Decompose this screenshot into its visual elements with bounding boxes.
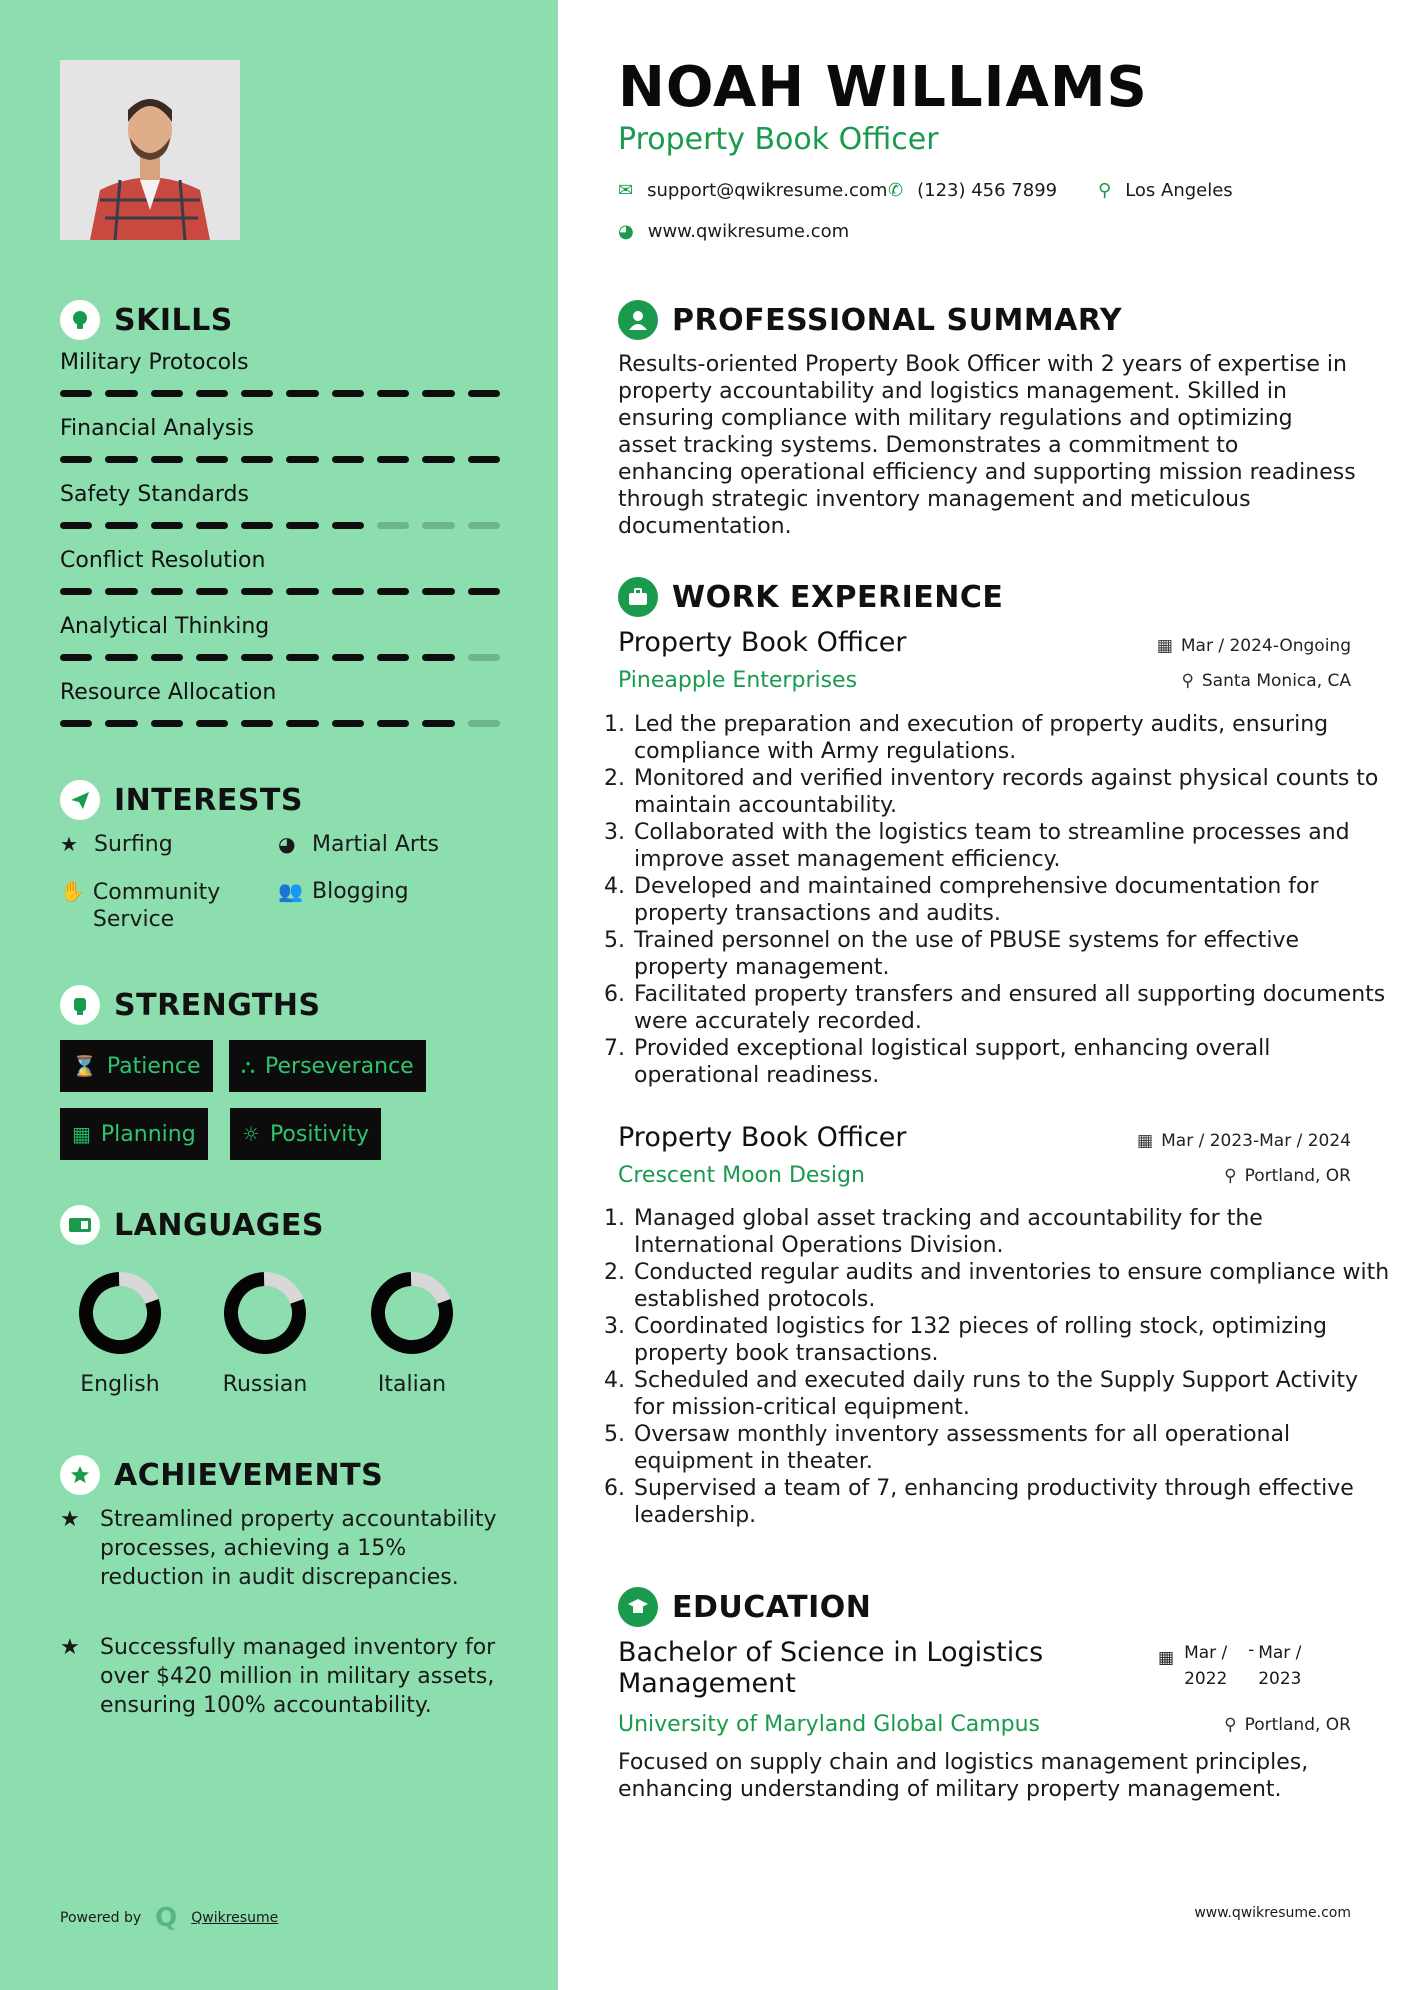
graduation-icon (618, 1587, 658, 1627)
strength-label: Patience (106, 1053, 201, 1079)
job-bullet: 2. Conducted regular audits and inventories to ensure compliance with established protocols. (632, 1259, 1392, 1313)
interest-item (60, 879, 260, 933)
skill-level-segment (105, 456, 137, 463)
interest-item (278, 832, 439, 857)
achievement-item (60, 1633, 500, 1720)
date-separator: - (1248, 1640, 1255, 1660)
skill-level-segment (241, 456, 273, 463)
skill-level-segment (332, 720, 364, 727)
skill-level-segment (241, 390, 273, 397)
interest-label: Martial Arts (312, 832, 440, 857)
job-bullet: 6. Supervised a team of 7, enhancing productivity through effective leadership. (632, 1475, 1392, 1529)
languages-header (60, 1205, 324, 1245)
hourglass-icon: ⌛ (72, 1054, 97, 1078)
job-location (1181, 671, 1351, 691)
language-ring (367, 1268, 457, 1358)
achievements-title: ACHIEVEMENTS (114, 1457, 384, 1493)
job-bullet: 3. Coordinated logistics for 132 pieces of rolling stock, optimizing property book transactions. (632, 1313, 1392, 1367)
skill-level-segment (286, 390, 318, 397)
skill-level-segment (151, 522, 183, 529)
summary-header (618, 300, 1122, 340)
candidate-title: Property Book Officer (618, 122, 939, 157)
strength-label: Positivity (269, 1121, 369, 1147)
candidate-name: NOAH WILLIAMS (618, 55, 1148, 120)
skill-level-segment (468, 588, 500, 595)
skill-item (60, 548, 500, 595)
skill-level-segment (196, 654, 228, 661)
skill-level-meter (60, 456, 500, 463)
skills-header (60, 300, 233, 340)
website-contact[interactable] (618, 221, 849, 242)
briefcase-icon (618, 577, 658, 617)
skill-level-segment (105, 588, 137, 595)
job-bullet: 4. Scheduled and executed daily runs to the Supply Support Activity for mission-critical equipment. (632, 1367, 1392, 1421)
achievement-item (60, 1505, 500, 1592)
skill-level-segment (105, 390, 137, 397)
skill-level-segment (60, 654, 92, 661)
strength-label: Planning (100, 1121, 196, 1147)
job-dates (1137, 1131, 1351, 1151)
language-name: Italian (377, 1372, 447, 1397)
job-bullet: 3. Collaborated with the logistics team to streamline processes and improve asset management efficiency. (632, 819, 1392, 873)
skill-level-segment (286, 522, 318, 529)
calendar-icon: ▦ (1137, 1131, 1154, 1151)
interests-header (60, 780, 303, 820)
skill-level-segment (286, 588, 318, 595)
skill-level-segment (196, 456, 228, 463)
website-text: www.qwikresume.com (647, 221, 850, 242)
lightbulb-icon (60, 300, 100, 340)
skill-level-segment (332, 522, 364, 529)
fist-icon (60, 985, 100, 1025)
interest-label: Surfing (94, 832, 173, 857)
envelope-icon: ✉ (618, 180, 634, 201)
skill-level-segment (468, 654, 500, 661)
job-location (1224, 1166, 1351, 1186)
main-content (558, 0, 1407, 1990)
language-icon (60, 1205, 100, 1245)
skill-level-segment (422, 456, 454, 463)
strength-tag (230, 1108, 381, 1160)
skill-level-segment (151, 390, 183, 397)
skill-level-segment (60, 588, 92, 595)
globe-icon: ◕ (278, 832, 296, 856)
hand-icon: ✋ (60, 879, 85, 903)
email-text: support@qwikresume.com (647, 180, 888, 201)
skill-level-segment (468, 456, 500, 463)
job-location-text: Santa Monica, CA (1201, 671, 1351, 691)
skill-level-segment (422, 390, 454, 397)
skill-name: Financial Analysis (60, 416, 254, 441)
job-bullet: 7. Provided exceptional logistical support, enhancing overall operational readiness. (632, 1035, 1392, 1089)
skill-level-segment (422, 588, 454, 595)
language-name: Russian (222, 1372, 308, 1397)
strength-tag (229, 1040, 426, 1092)
skill-level-segment (377, 522, 409, 529)
skill-level-segment (151, 456, 183, 463)
skill-level-segment (286, 456, 318, 463)
job-location-text: Portland, OR (1244, 1166, 1351, 1186)
experience-title: WORK EXPERIENCE (672, 579, 1004, 615)
skill-level-segment (332, 456, 364, 463)
skill-level-segment (377, 654, 409, 661)
qwikresume-link[interactable]: Qwikresume (191, 1910, 279, 1926)
skill-level-segment (286, 720, 318, 727)
education-start: Mar / 2022 (1184, 1643, 1228, 1689)
education-dates (1158, 1640, 1318, 1692)
skill-level-segment (151, 588, 183, 595)
language-name: English (80, 1372, 160, 1397)
achievement-text: Streamlined property accountability processes, achieving a 15% reduction in audit discrepancies. (100, 1507, 497, 1590)
job-bullet: 1. Led the preparation and execution of property audits, ensuring compliance with Army regulations. (632, 711, 1392, 765)
skill-level-segment (422, 522, 454, 529)
skill-level-segment (422, 654, 454, 661)
skill-item (60, 614, 500, 661)
user-icon (618, 300, 658, 340)
interest-item (278, 879, 409, 904)
summary-title: PROFESSIONAL SUMMARY (672, 302, 1123, 338)
skill-level-segment (151, 720, 183, 727)
skill-level-segment (377, 390, 409, 397)
email-contact[interactable] (618, 180, 887, 201)
job-bullet: 2. Monitored and verified inventory records against physical counts to maintain accountability. (632, 765, 1392, 819)
job-bullets (610, 1205, 1392, 1529)
shooting-star-icon: ★ (60, 1507, 80, 1532)
profile-photo (60, 60, 240, 240)
skill-level-segment (105, 654, 137, 661)
sidebar (0, 0, 558, 1990)
experience-header (618, 577, 1003, 617)
calendar-icon: ▦ (1158, 1648, 1175, 1668)
skill-level-segment (241, 654, 273, 661)
skill-level-segment (196, 522, 228, 529)
company-name: Pineapple Enterprises (618, 668, 858, 693)
location-text: Los Angeles (1125, 180, 1233, 201)
skill-item (60, 350, 500, 397)
skill-level-segment (241, 522, 273, 529)
interests-title: INTERESTS (114, 782, 303, 818)
interest-item (60, 832, 173, 857)
phone-text: (123) 456 7899 (917, 180, 1058, 201)
powered-by (60, 1903, 278, 1933)
pushpin-icon: ⚲ (1224, 1166, 1237, 1186)
job-bullet: 6. Facilitated property transfers and ensured all supporting documents were accurately recorded. (632, 981, 1392, 1035)
calendar-icon: ▦ (1156, 636, 1173, 656)
education-end: Mar / 2023 (1258, 1643, 1302, 1689)
skill-item (60, 680, 500, 727)
job-title: Property Book Officer (618, 627, 907, 658)
globe-icon: ◕ (618, 221, 634, 242)
strength-tag (60, 1040, 213, 1092)
language-item (60, 1268, 180, 1397)
shooting-star-icon: ★ (60, 1635, 80, 1660)
skill-level-segment (377, 456, 409, 463)
job-dates (1157, 636, 1351, 656)
skill-level-segment (241, 588, 273, 595)
star-icon: ★ (60, 832, 78, 856)
skill-level-segment (241, 720, 273, 727)
skill-level-segment (196, 588, 228, 595)
job-bullet: 4. Developed and maintained comprehensive documentation for property transactions and audits. (632, 873, 1392, 927)
skill-name: Analytical Thinking (60, 614, 270, 639)
skill-level-segment (332, 654, 364, 661)
skill-level-segment (377, 588, 409, 595)
language-ring (220, 1268, 310, 1358)
job-bullet: 5. Trained personnel on the use of PBUSE systems for effective property management. (632, 927, 1392, 981)
map-pin-icon: ⚲ (1098, 180, 1112, 201)
skill-level-segment (468, 522, 500, 529)
job-bullet: 5. Oversaw monthly inventory assessments for all operational equipment in theater. (632, 1421, 1392, 1475)
skill-level-segment (468, 720, 500, 727)
language-item (205, 1268, 325, 1397)
language-ring (75, 1268, 165, 1358)
skill-level-segment (196, 720, 228, 727)
skill-level-segment (468, 390, 500, 397)
skill-name: Resource Allocation (60, 680, 277, 705)
achievement-text: Successfully managed inventory for over $420 million in military assets, ensuring 100% accountability. (100, 1635, 496, 1718)
skill-level-segment (332, 390, 364, 397)
job-dates-text: Mar / 2023-Mar / 2024 (1161, 1131, 1351, 1151)
company-name: Crescent Moon Design (618, 1163, 865, 1188)
skill-level-segment (105, 720, 137, 727)
qwikresume-logo-icon: Q (155, 1903, 178, 1933)
strengths-header (60, 985, 321, 1025)
skill-level-meter (60, 654, 500, 661)
strengths-title: STRENGTHS (114, 987, 321, 1023)
skill-level-meter (60, 390, 500, 397)
degree-title: Bachelor of Science in Logistics Management (618, 1637, 1044, 1699)
skill-name: Safety Standards (60, 482, 249, 507)
strength-label: Perseverance (265, 1053, 414, 1079)
education-title: EDUCATION (672, 1589, 872, 1625)
job-bullet: 1. Managed global asset tracking and accountability for the International Operations Division. (632, 1205, 1392, 1259)
education-description: Focused on supply chain and logistics management principles, enhancing understanding of military property management. (618, 1750, 1309, 1802)
skill-level-segment (60, 720, 92, 727)
job-bullets (610, 711, 1392, 1089)
pushpin-icon: ⚲ (1224, 1715, 1237, 1735)
skill-level-segment (60, 522, 92, 529)
skill-level-segment (286, 654, 318, 661)
binoculars-icon: ⛬ (241, 1054, 255, 1078)
job-dates-text: Mar / 2024-Ongoing (1180, 636, 1351, 656)
skill-name: Military Protocols (60, 350, 249, 375)
location-contact (1098, 180, 1233, 201)
language-item (352, 1268, 472, 1397)
summary-text: Results-oriented Property Book Officer with 2 years of expertise in property accountability and logistics management. Skilled in ensuring compliance with military regulations and optimizing asset tracking systems. Demonstrates a commitment to enhancing operational efficiency and supporting mission readiness through strategic inventory management and meticulous documentation. (618, 352, 1356, 539)
skill-level-segment (377, 720, 409, 727)
footer-url[interactable]: www.qwikresume.com (1194, 1905, 1351, 1921)
pushpin-icon: ⚲ (1181, 671, 1194, 691)
skill-level-segment (196, 390, 228, 397)
skill-level-meter (60, 522, 500, 529)
phone-contact[interactable] (888, 180, 1057, 201)
calendar-icon: ▦ (72, 1122, 91, 1146)
star-badge-icon (60, 1455, 100, 1495)
skill-level-segment (151, 654, 183, 661)
skill-item (60, 416, 500, 463)
users-icon: 👥 (278, 879, 303, 903)
interest-label: Blogging (312, 879, 409, 904)
powered-by-label: Powered by (60, 1910, 142, 1926)
skill-name: Conflict Resolution (60, 548, 266, 573)
interest-label: Community Service (92, 880, 221, 932)
job-title: Property Book Officer (618, 1122, 907, 1153)
skill-level-segment (422, 720, 454, 727)
paper-plane-icon (60, 780, 100, 820)
education-header (618, 1587, 871, 1627)
skill-level-segment (332, 588, 364, 595)
languages-title: LANGUAGES (114, 1207, 324, 1243)
education-location (1224, 1715, 1351, 1735)
skill-level-segment (60, 390, 92, 397)
sun-icon: ☼ (242, 1122, 260, 1146)
strength-tag (60, 1108, 208, 1160)
skill-level-meter (60, 720, 500, 727)
education-location-text: Portland, OR (1244, 1715, 1351, 1735)
skill-level-segment (105, 522, 137, 529)
school-name: University of Maryland Global Campus (618, 1712, 1041, 1737)
skill-level-meter (60, 588, 500, 595)
skill-item (60, 482, 500, 529)
skills-title: SKILLS (114, 302, 233, 338)
achievements-header (60, 1455, 383, 1495)
phone-icon: ✆ (888, 180, 904, 201)
skill-level-segment (60, 456, 92, 463)
